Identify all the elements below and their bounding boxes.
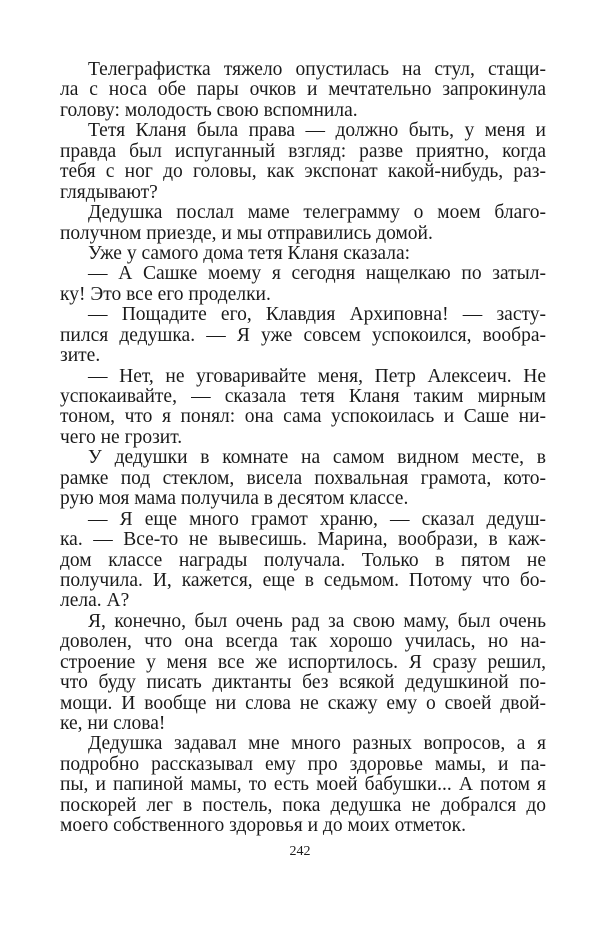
paragraph [60,121,546,203]
text-line: подробно рассказывал ему про здоровье мамы, и па- [60,753,546,775]
text-line: моего собственного здоровья и до моих отметок. [60,815,466,837]
text-line: пы, и папиной мамы, то есть моей бабушки... А потом я [60,774,546,796]
text-line: чего не грозит. [60,426,183,448]
text-line: Уже у самого дома тетя Кланя сказала: [88,242,411,264]
text-line: мощи. И вообще ни слова не скажу ему о своей двой- [60,692,546,714]
text-line: — Нет, не уговаривайте меня, Петр Алексеич. Не [88,365,546,387]
paragraph [60,448,546,509]
paragraph [60,367,546,449]
paragraph [60,510,546,612]
text-line: Я, конечно, был очень рад за свою маму, был очень [88,610,546,632]
text-line: дом классе награды получала. Только в пятом не [60,549,546,571]
paragraph [60,264,546,305]
text-line: что буду писать диктанты без всякой дедушкиной по- [60,672,546,694]
text-line: ку! Это все его проделки. [60,283,271,305]
text-line: получила. И, кажется, еще в седьмом. Потому что бо- [60,569,546,591]
text-line: зите. [60,345,101,367]
text-line: Тетя Кланя была права — должно быть, у меня и [88,120,546,142]
page-number: 242 [289,844,311,859]
text-line: У дедушки в комнате на самом видном месте, в [88,447,546,469]
paragraph [60,612,546,735]
text-line: голову: молодость свою вспомнила. [60,99,358,121]
text-line: Телеграфистка тяжело опустилась на стул, стащи- [88,59,546,80]
text-line: глядывают? [60,181,158,203]
book-page-text [60,60,546,837]
text-line: успокаивайте, — сказала тетя Кланя таким мирным [60,386,546,407]
paragraph [60,60,546,121]
paragraph [60,244,546,264]
text-line: — Я еще много грамот храню, — сказал дедуш- [88,508,546,530]
text-line: — А Сашке моему я сегодня нащелкаю по затыл- [88,263,546,285]
text-line: — Пощадите его, Клавдия Архиповна! — засту- [88,304,546,326]
text-line: строение у меня все же испортилось. Я сразу решил, [60,651,546,673]
paragraph [60,203,546,244]
text-line: тоном, что я понял: она сама успокоилась и Саше ни- [60,406,546,428]
text-line: Дедушка послал маме телеграмму о моем благо- [88,202,546,224]
text-line: тебя с ног до головы, как экспонат какой-нибудь, раз- [60,161,546,183]
text-line: рамке под стеклом, висела похвальная грамота, кото- [60,467,546,489]
text-line: доволен, что она всегда так хорошо училась, но на- [60,631,546,653]
text-line: ла с носа обе пары очков и мечтательно запрокинула [60,79,546,101]
text-line: пился дедушка. — Я уже совсем успокоился, вообра- [60,324,546,346]
text-line: поскорей лег в постель, пока дедушка не добрался до [60,794,546,816]
text-line: рую моя мама получила в десятом классе. [60,488,409,510]
text-line: получном приезде, и мы отправились домой. [60,222,433,244]
text-line: лела. А? [60,590,130,612]
text-line: правда был испуганный взгляд: разве приятно, когда [60,140,546,162]
text-line: ке, ни слова! [60,713,166,734]
text-line: Дедушка задавал мне много разных вопросов, а я [88,733,546,755]
paragraph [60,305,546,366]
paragraph [60,734,546,836]
text-line: ка. — Все-то не вывесишь. Марина, вообрази, в каж- [60,529,546,551]
